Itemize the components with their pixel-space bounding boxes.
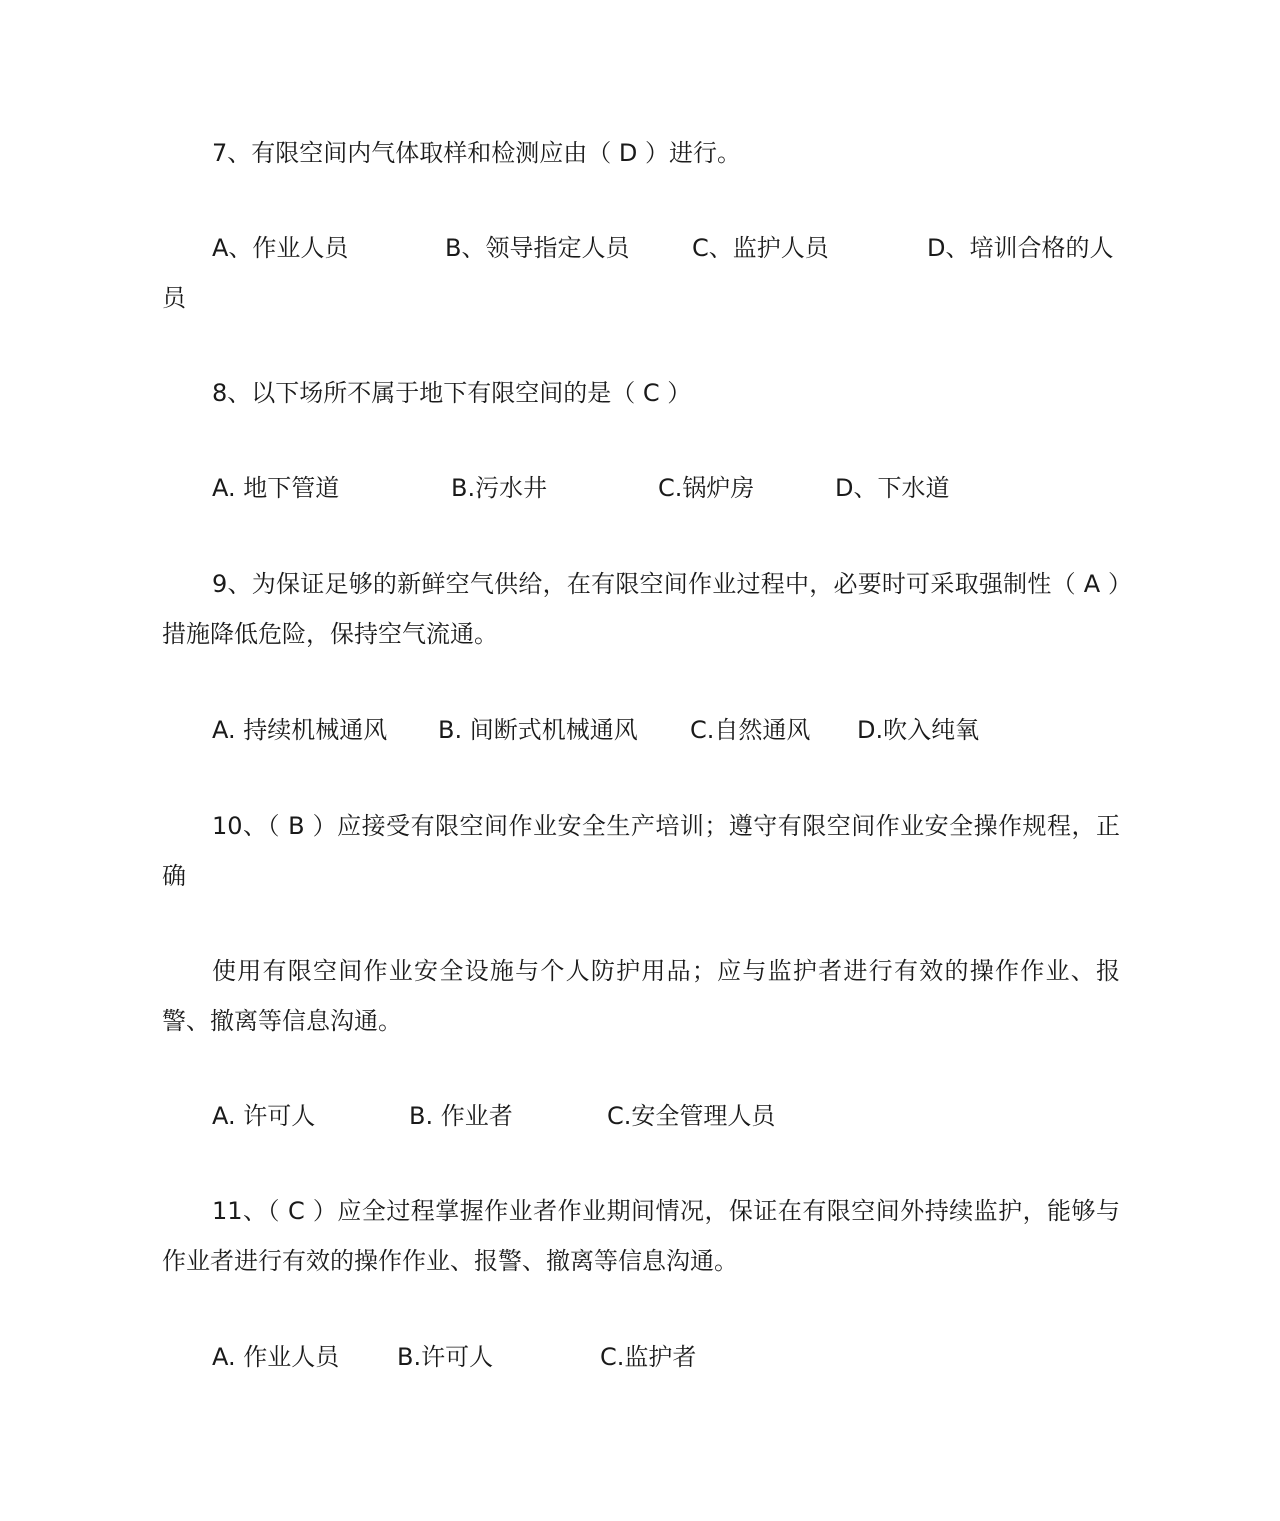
question-8-stem: 8、以下场所不属于地下有限空间的是（ C ） — [212, 379, 692, 407]
question-9-stem: 9、为保证足够的新鲜空气供给，在有限空间作业过程中，必要时可采取强制性（ A ）措施降低危险，保持空气流通。 — [162, 570, 1120, 648]
question-8-option-d: D、下水道 — [835, 474, 950, 502]
question-11-option-c: C.监护者 — [600, 1343, 697, 1371]
question-9-option-b: B. 间断式机械通风 — [438, 716, 638, 744]
question-9-option-d: D.吹入纯氧 — [857, 716, 980, 744]
question-7-option-b: B、领导指定人员 — [445, 234, 630, 262]
question-8-option-a: A. 地下管道 — [212, 474, 340, 502]
question-7-option-c: C、监护人员 — [692, 234, 829, 262]
question-10-stem-continued: 使用有限空间作业安全设施与个人防护用品；应与监护者进行有效的操作作业、报警、撤离等信息沟通。 — [162, 957, 1120, 1035]
question-10-option-c: C.安全管理人员 — [607, 1102, 776, 1130]
question-9-option-c: C.自然通风 — [690, 716, 811, 744]
question-8-option-b: B.污水井 — [451, 474, 548, 502]
question-8-option-c: C.锅炉房 — [658, 474, 755, 502]
question-11-option-a: A. 作业人员 — [212, 1343, 340, 1371]
question-7-stem: 7、有限空间内气体取样和检测应由（ D ）进行。 — [212, 139, 742, 167]
question-11-option-b: B.许可人 — [397, 1343, 494, 1371]
question-11-stem: 11、（ C ）应全过程掌握作业者作业期间情况，保证在有限空间外持续监护，能够与作业者进行有效的操作作业、报警、撤离等信息沟通。 — [162, 1197, 1120, 1275]
question-10-option-a: A. 许可人 — [212, 1102, 316, 1130]
question-9-option-a: A. 持续机械通风 — [212, 716, 388, 744]
question-10-option-b: B. 作业者 — [409, 1102, 513, 1130]
question-7-option-a: A、作业人员 — [212, 234, 349, 262]
question-10-stem: 10、（ B ）应接受有限空间作业安全生产培训；遵守有限空间作业安全操作规程，正确 — [162, 812, 1120, 890]
question-7-option-d: D、培训合格的人员 — [162, 234, 1114, 312]
